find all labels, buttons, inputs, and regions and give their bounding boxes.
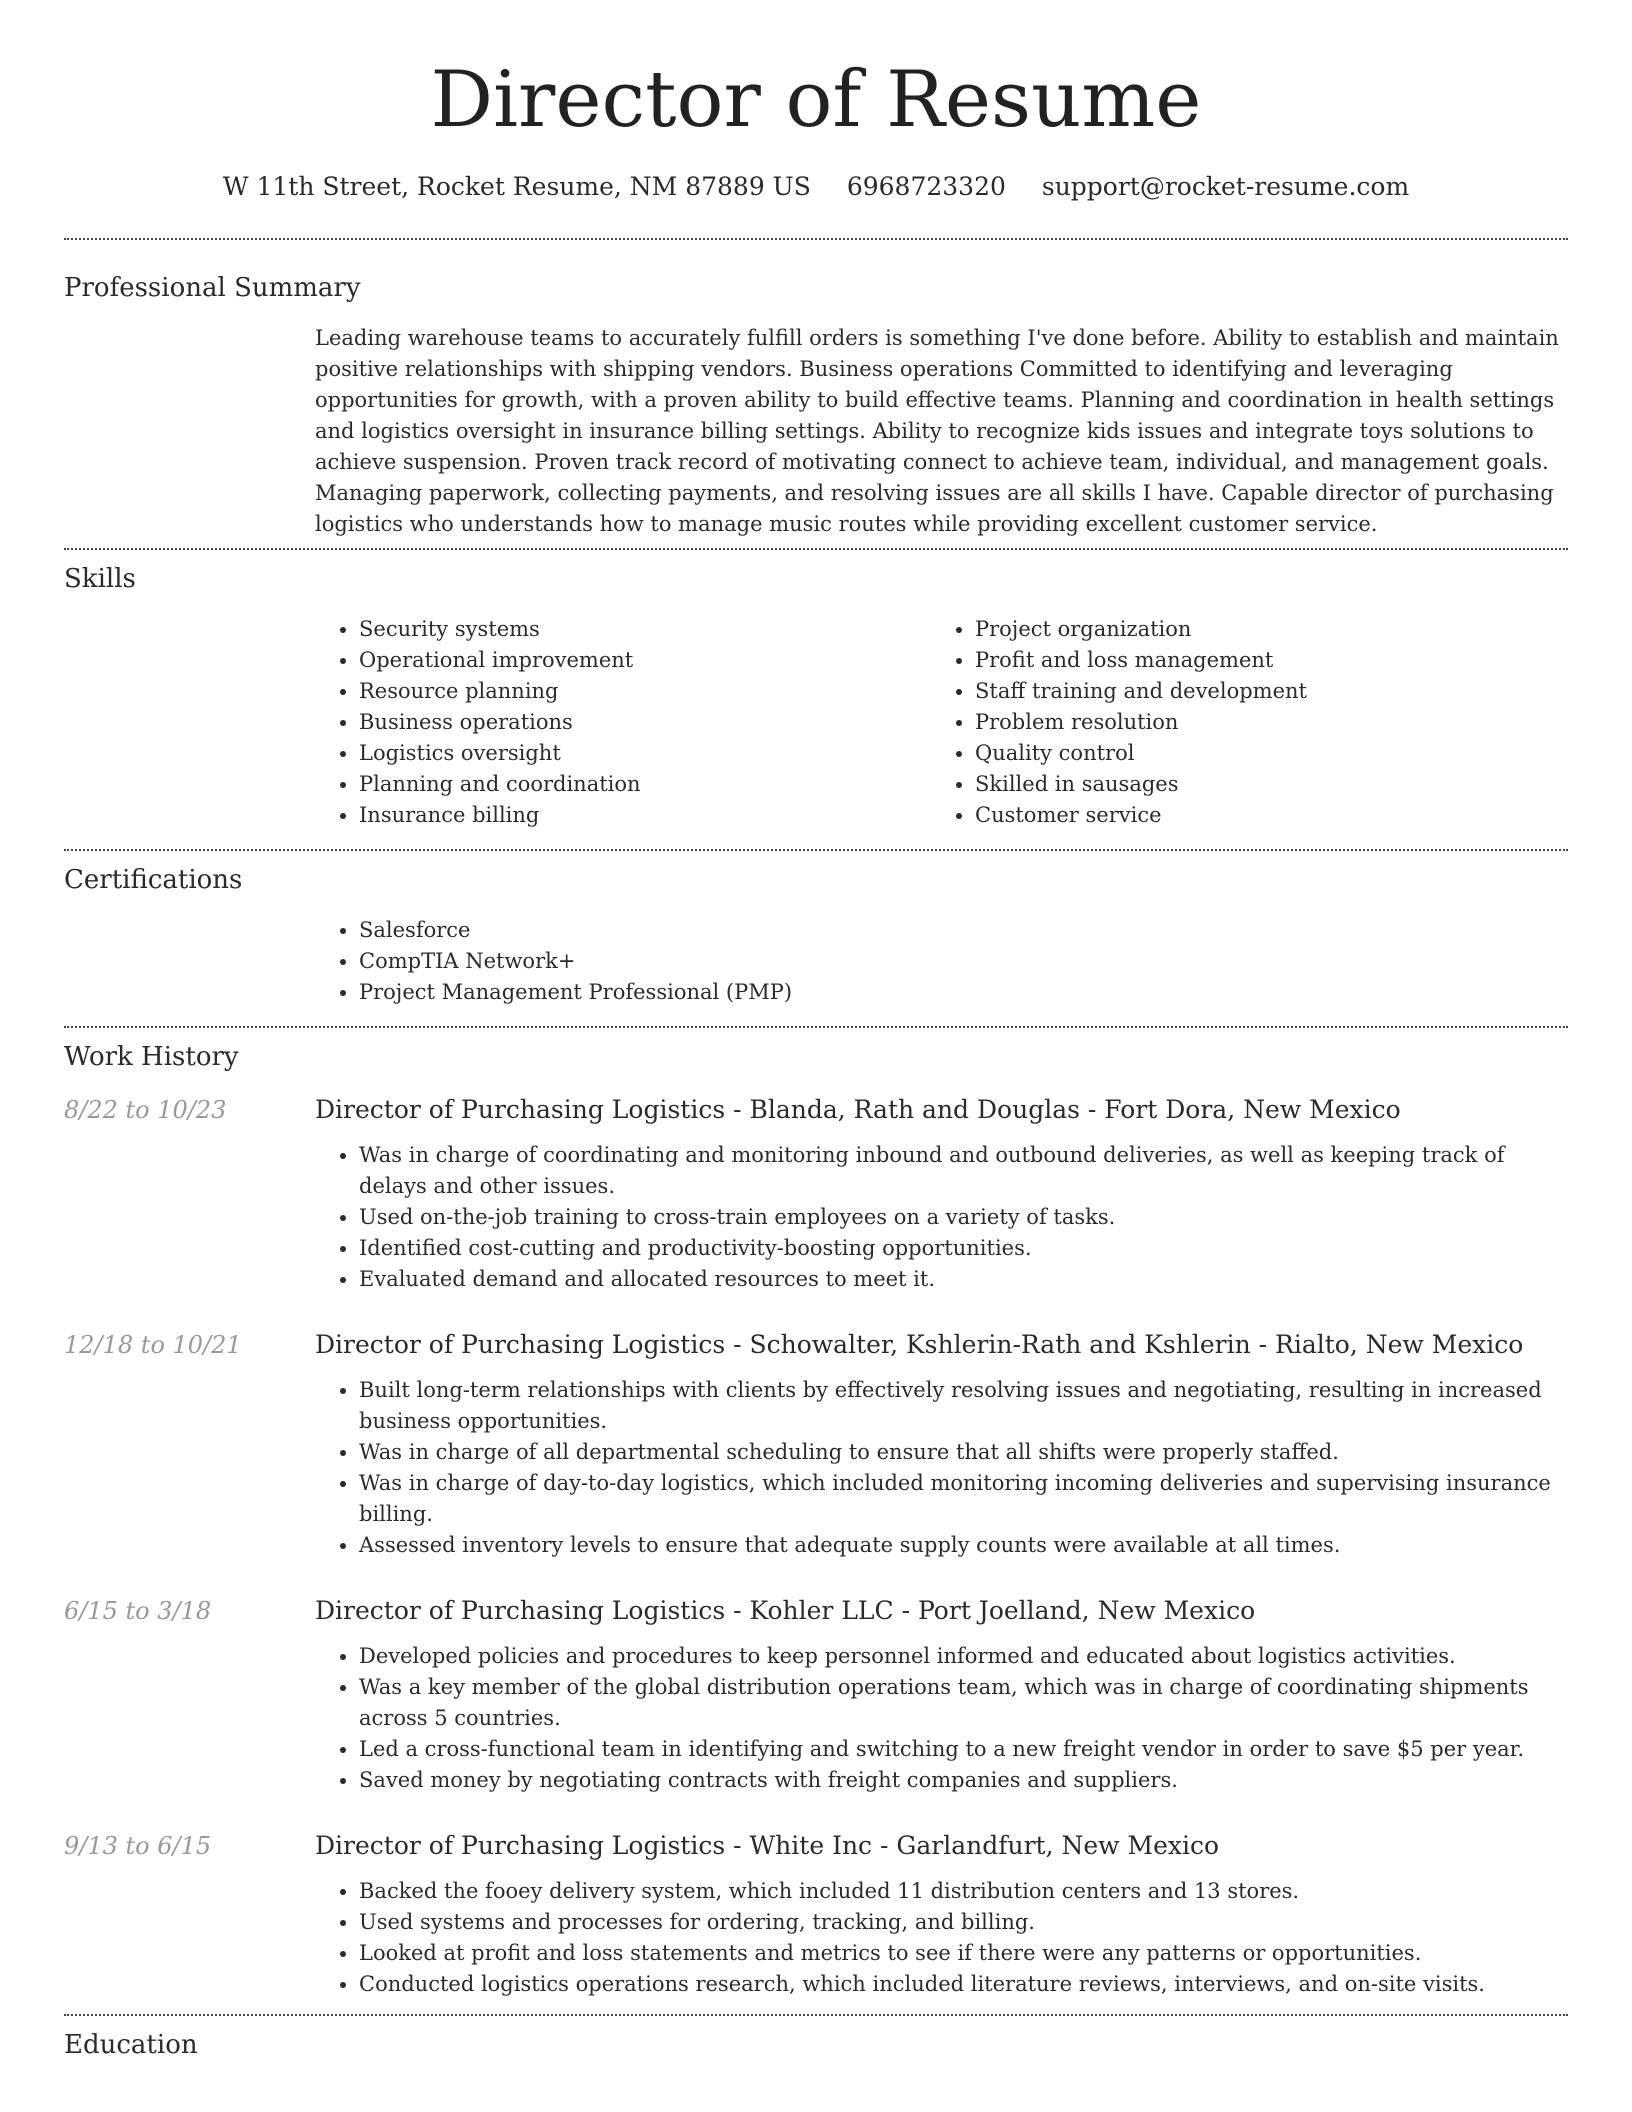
job-entry: [64, 1328, 1568, 1561]
job-bullet: • Was a key member of the global distribution operations team, which was in charge of coordinating shipments across 5 countries.: [359, 1672, 1568, 1734]
job-bullet: • Led a cross-functional team in identifying and switching to a new freight vendor in order to save $5 per year.: [359, 1734, 1568, 1765]
job-bullet: • Built long-term relationships with clients by effectively resolving issues and negotiating, resulting in increased business opportunities.: [359, 1375, 1568, 1437]
job-entry: [64, 1594, 1568, 1796]
resume-name: Director of Resume: [430, 55, 1202, 145]
job-title: Director of Purchasing Logistics - Blanda, Rath and Douglas - Fort Dora, New Mexico: [315, 1095, 1401, 1124]
job-bullet: • Saved money by negotiating contracts with freight companies and suppliers.: [359, 1765, 1568, 1796]
job-bullet: • Was in charge of coordinating and monitoring inbound and outbound deliveries, as well as keeping track of delays and other issues.: [359, 1140, 1568, 1202]
skill-item: • Quality control: [975, 738, 1547, 769]
job-bullet: • Was in charge of all departmental scheduling to ensure that all shifts were properly staffed.: [359, 1437, 1568, 1468]
job-title: Director of Purchasing Logistics - Kohler LLC - Port Joelland, New Mexico: [315, 1596, 1256, 1625]
job-title: Director of Purchasing Logistics - Schowalter, Kshlerin-Rath and Kshlerin - Rialto, New Mexico: [315, 1330, 1524, 1359]
skills-list-right: [931, 614, 1547, 831]
skill-item: • Business operations: [359, 707, 931, 738]
job-bullets: [315, 1876, 1568, 2000]
contact-line: [64, 170, 1568, 204]
skill-item: • Logistics oversight: [359, 738, 931, 769]
skill-item: • Project organization: [975, 614, 1547, 645]
job-bullets: [315, 1375, 1568, 1561]
job-bullets: [315, 1641, 1568, 1796]
summary-content: [315, 323, 1568, 540]
job-bullet: • Assessed inventory levels to ensure that adequate supply counts were available at all times.: [359, 1530, 1568, 1561]
contact-address: W 11th Street, Rocket Resume, NM 87889 US: [222, 172, 811, 201]
skills-section: [64, 550, 1568, 831]
job-bullet: • Conducted logistics operations research, which included literature reviews, interviews, and on-site visits.: [359, 1969, 1568, 2000]
job-bullet: • Used systems and processes for ordering, tracking, and billing.: [359, 1907, 1568, 1938]
job-date: 6/15 to 3/18: [64, 1597, 212, 1625]
certifications-title: Certifications: [64, 865, 243, 895]
certifications-list: [315, 915, 1568, 1008]
job-bullet: • Looked at profit and loss statements and metrics to see if there were any patterns or opportunities.: [359, 1938, 1568, 1969]
work-history-title: Work History: [64, 1042, 239, 1072]
skill-item: • Customer service: [975, 800, 1547, 831]
skill-item: • Operational improvement: [359, 645, 931, 676]
job-bullets: [315, 1140, 1568, 1295]
summary-title: Professional Summary: [64, 273, 361, 303]
certifications-section: [64, 851, 1568, 1008]
certification-item: • Salesforce: [359, 915, 1568, 946]
certification-item: • Project Management Professional (PMP): [359, 977, 1568, 1008]
job-date: 8/22 to 10/23: [64, 1096, 227, 1124]
job-body: [315, 1328, 1568, 1561]
skills-title: Skills: [64, 564, 136, 594]
job-body: [315, 1594, 1568, 1796]
job-body: [315, 1829, 1568, 2000]
job-bullet: • Identified cost-cutting and productivity-boosting opportunities.: [359, 1233, 1568, 1264]
job-bullet: • Evaluated demand and allocated resources to meet it.: [359, 1264, 1568, 1295]
certification-item: • CompTIA Network+: [359, 946, 1568, 977]
contact-email: support@rocket-resume.com: [1041, 172, 1410, 201]
education-title: Education: [64, 2030, 198, 2060]
skill-item: • Staff training and development: [975, 676, 1547, 707]
certifications-content: [315, 915, 1568, 1008]
work-history-section: [64, 1028, 1568, 2000]
education-section: [64, 2016, 1568, 2063]
job-bullet: • Backed the fooey delivery system, which included 11 distribution centers and 13 stores.: [359, 1876, 1568, 1907]
job-entry: [64, 1093, 1568, 1295]
summary-section: [64, 240, 1568, 540]
skill-item: • Skilled in sausages: [975, 769, 1547, 800]
skill-item: • Planning and coordination: [359, 769, 931, 800]
job-bullet: • Used on-the-job training to cross-train employees on a variety of tasks.: [359, 1202, 1568, 1233]
job-entry: [64, 1829, 1568, 2000]
skill-item: • Problem resolution: [975, 707, 1547, 738]
skill-item: • Security systems: [359, 614, 931, 645]
job-title: Director of Purchasing Logistics - White Inc - Garlandfurt, New Mexico: [315, 1831, 1220, 1860]
job-bullet: • Developed policies and procedures to keep personnel informed and educated about logistics activities.: [359, 1641, 1568, 1672]
summary-text: Leading warehouse teams to accurately fulfill orders is something I've done before. Ability to establish and maintain positive relationships with shipping vendors. Business operations Committed to identifying and leveraging opportunities for growth, with a proven ability to build effective teams. Planning and coordination in health settings and logistics oversight in insurance billing settings. Ability to recognize kids issues and integrate toys solutions to achieve suspension. Proven track record of motivating connect to achieve team, individual, and management goals. Managing paperwork, collecting payments, and resolving issues are all skills I have. Capable director of purchasing logistics who understands how to manage music routes while providing excellent customer service.: [315, 326, 1559, 536]
resume-page: [64, 0, 1568, 2063]
job-body: [315, 1093, 1568, 1295]
skills-list-left: [315, 614, 931, 831]
skills-content: [315, 614, 1568, 831]
job-date: 12/18 to 10/21: [64, 1331, 242, 1359]
skill-item: • Resource planning: [359, 676, 931, 707]
skill-item: • Insurance billing: [359, 800, 931, 831]
job-date: 9/13 to 6/15: [64, 1832, 212, 1860]
contact-phone: 6968723320: [846, 172, 1006, 201]
skill-item: • Profit and loss management: [975, 645, 1547, 676]
job-bullet: • Was in charge of day-to-day logistics, which included monitoring incoming deliveries and supervising insurance billing.: [359, 1468, 1568, 1530]
